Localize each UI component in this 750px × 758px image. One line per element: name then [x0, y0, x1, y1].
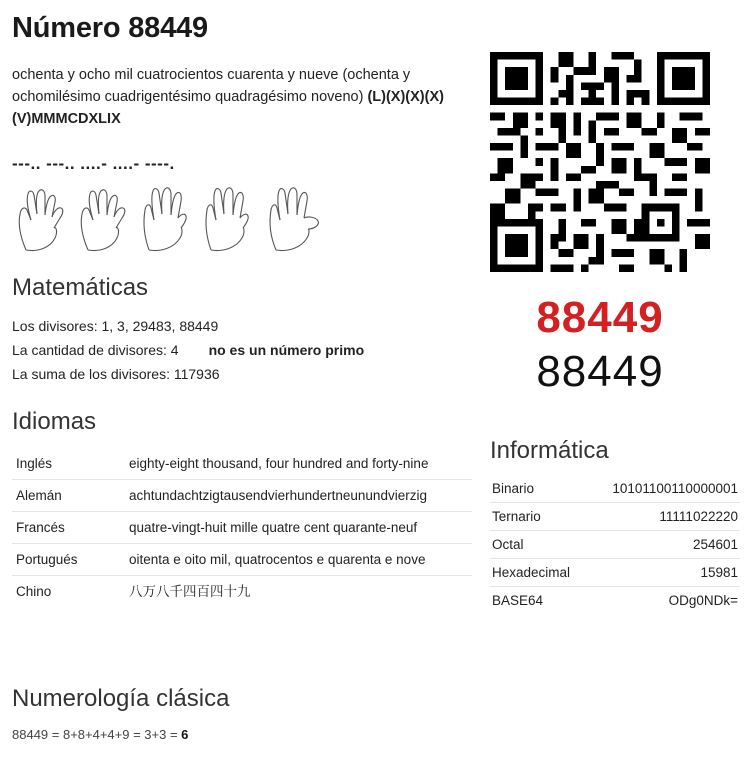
- language-value: 八万八千四百四十九: [129, 584, 251, 599]
- languages-heading: Idiomas: [12, 408, 97, 435]
- informatics-value: 10101100110000001: [587, 475, 740, 503]
- table-row: [12, 448, 472, 480]
- left-column: [12, 0, 482, 607]
- hand-digit-4b-icon: [198, 184, 256, 252]
- divisors-line: Los divisores: 1, 3, 29483, 88449: [12, 318, 219, 334]
- language-value: quatre-vingt-huit mille quatre cent quarante-neuf: [125, 512, 472, 544]
- table-row: [12, 480, 472, 512]
- informatics-value: 254601: [587, 531, 740, 559]
- hand-digit-9-icon: [260, 184, 330, 252]
- language-value: eighty-eight thousand, four hundred and forty-nine: [125, 448, 472, 480]
- language-value: achtundachtzigtausendvierhundertneunundvierzig: [125, 480, 472, 512]
- qr-code-image: [490, 52, 710, 272]
- hand-digit-8-icon: [12, 184, 70, 252]
- informatics-name: Octal: [490, 531, 587, 559]
- language-name: Inglés: [12, 448, 125, 480]
- page-title: Número 88449: [12, 12, 208, 44]
- numerology-formula-result: 6: [181, 727, 189, 742]
- informatics-name: Hexadecimal: [490, 559, 587, 587]
- description-text: ochenta y ocho mil cuatrocientos cuarenta y nueve (ochenta y ochomilésimo cuadrigentésimo quadragésimo noveno): [12, 67, 411, 105]
- table-row: [12, 512, 472, 544]
- numerology-formula-prefix: 88449 = 8+8+4+4+9 = 3+3 =: [12, 727, 182, 742]
- informatics-value: 11111022220: [587, 503, 740, 531]
- hand-digit-8b-icon: [74, 184, 132, 252]
- informatics-name: BASE64: [492, 593, 544, 608]
- table-row: [490, 587, 740, 615]
- numerology-heading: Numerología clásica: [12, 685, 230, 712]
- informatics-value: ODg0NDk=: [668, 593, 738, 608]
- description-roman: (L)(X)(X)(X)(V)MMMCDXLIX: [12, 89, 444, 127]
- informatics-name: Binario: [490, 475, 587, 503]
- language-name: Portugués: [12, 544, 125, 576]
- table-row: [490, 531, 740, 559]
- numerology-section: [12, 685, 612, 742]
- prime-note: no es un número primo: [208, 342, 365, 358]
- number-red: 88449: [536, 293, 664, 342]
- table-row: [490, 475, 740, 503]
- language-name: Chino: [16, 584, 52, 599]
- informatics-name: Ternario: [490, 503, 587, 531]
- number-description: [12, 64, 472, 130]
- language-name: Francés: [12, 512, 125, 544]
- languages-table: [12, 448, 472, 607]
- language-value: oitenta e oito mil, quatrocentos e quarenta e nove: [125, 544, 472, 576]
- numerology-formula: [12, 727, 612, 742]
- divisor-sum-line: La suma de los divisores: 117936: [12, 366, 220, 382]
- hand-digit-4-icon: [136, 184, 194, 252]
- number-black: 88449: [536, 347, 664, 396]
- mathematics-heading: Matemáticas: [12, 274, 149, 301]
- right-column: [490, 0, 738, 614]
- table-row: [12, 544, 472, 576]
- table-row: [490, 503, 740, 531]
- informatics-table: [490, 475, 740, 614]
- language-name: Alemán: [12, 480, 125, 512]
- informatics-value: 15981: [587, 559, 740, 587]
- table-row: [490, 559, 740, 587]
- table-row: [12, 576, 472, 608]
- informatics-heading: Informática: [490, 437, 609, 464]
- divisor-count-label: La cantidad de divisores: 4: [12, 342, 179, 358]
- divisor-count-line: [12, 338, 482, 362]
- hand-sign-digits: [12, 184, 482, 252]
- morse-code: ---.. ---.. ....- ....- ----.: [12, 154, 175, 173]
